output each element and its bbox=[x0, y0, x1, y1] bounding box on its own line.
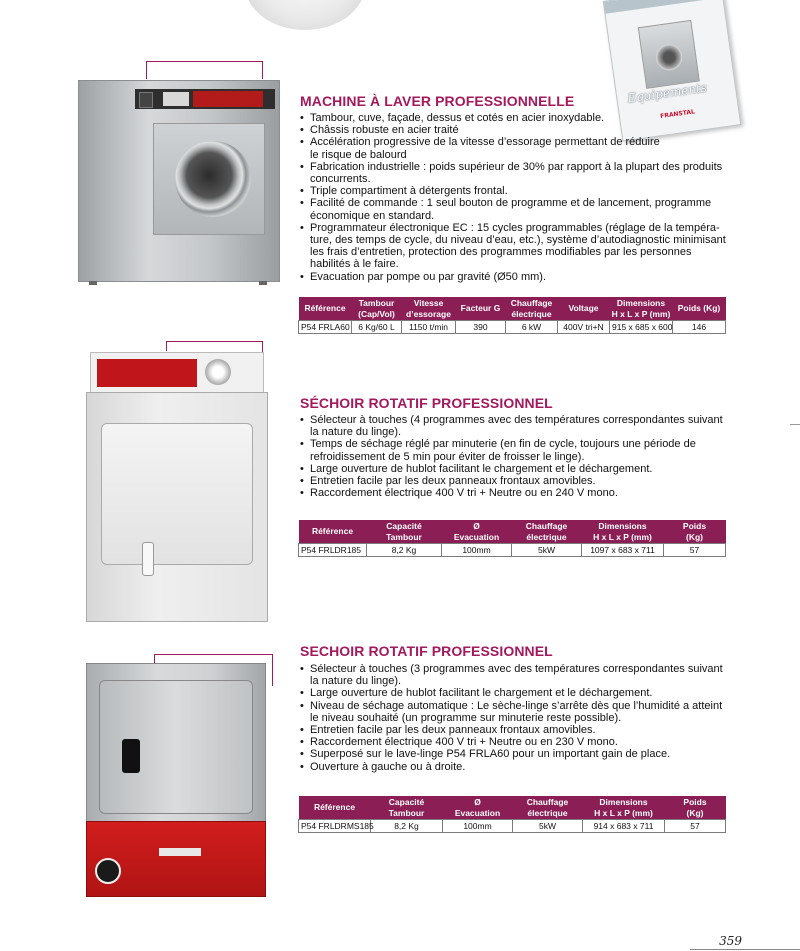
column-header: Capacité Tambour bbox=[371, 796, 443, 820]
list-item: • Raccordement électrique 400 V tri + Neutre ou en 230 V mono. bbox=[300, 736, 730, 748]
table-cell: P54 FRLA60 bbox=[299, 321, 352, 334]
section-title-stacked-dryer: SECHOIR ROTATIF PROFESSIONNEL bbox=[300, 643, 553, 659]
column-header: Ø Evacuation bbox=[442, 520, 512, 544]
column-header: Ø Evacuation bbox=[443, 796, 513, 820]
edge-mark bbox=[790, 424, 800, 425]
catalog-washer-image bbox=[638, 20, 700, 89]
table-cell: 100mm bbox=[443, 820, 513, 833]
table-row bbox=[299, 820, 726, 833]
page-number: 359 bbox=[719, 934, 742, 948]
table-cell: 57 bbox=[664, 544, 726, 557]
page-number-rule bbox=[690, 949, 800, 950]
column-header: Référence bbox=[299, 297, 352, 321]
spec-table-washer bbox=[298, 297, 726, 334]
table-cell: P54 FRLDRMS185 bbox=[299, 820, 371, 833]
column-header: Dimensions H x L x P (mm) bbox=[582, 520, 664, 544]
list-item: • Triple compartiment à détergents frontal. bbox=[300, 185, 730, 197]
table-row bbox=[299, 321, 726, 334]
list-item: • Large ouverture de hublot facilitant le chargement et le déchargement. bbox=[300, 687, 730, 699]
column-header: Chauffage électrique bbox=[513, 796, 583, 820]
column-header: Vitesse d’essorage bbox=[402, 297, 456, 321]
list-item: • Facilité de commande : 1 seul bouton de programme et de lancement, programme économique en standard. bbox=[300, 197, 730, 221]
table-cell: 914 x 683 x 711 bbox=[583, 820, 665, 833]
table-header-row bbox=[299, 297, 726, 321]
list-item: • Tambour, cuve, façade, dessus et cotés en acier inoxydable. bbox=[300, 112, 730, 124]
table-header-row bbox=[299, 520, 726, 544]
washing-machine-image bbox=[78, 80, 280, 282]
connector-line bbox=[166, 341, 262, 342]
list-item: • Entretien facile par les deux panneaux frontaux amovibles. bbox=[300, 475, 730, 487]
bullet-list-washer bbox=[300, 112, 730, 283]
column-header: Voltage bbox=[558, 297, 610, 321]
table-row bbox=[299, 544, 726, 557]
connector-line bbox=[262, 61, 263, 79]
bullet-list-stacked-dryer bbox=[300, 663, 730, 773]
column-header: Dimensions H x L x P (mm) bbox=[583, 796, 665, 820]
list-item: • Accélération progressive de la vitesse d’essorage permettant de réduire le risque de balourd bbox=[300, 136, 665, 160]
list-item: • Superposé sur le lave-linge P54 FRLA60 pour un important gain de place. bbox=[300, 748, 730, 760]
table-cell: 1097 x 683 x 711 bbox=[582, 544, 664, 557]
table-cell: 390 bbox=[456, 321, 506, 334]
section-title-washer: MACHINE À LAVER PROFESSIONNELLE bbox=[300, 93, 575, 109]
list-item: • Ouverture à gauche ou à droite. bbox=[300, 761, 730, 773]
list-item: • Entretien facile par les deux panneaux frontaux amovibles. bbox=[300, 724, 730, 736]
table-cell: 915 x 685 x 600 bbox=[610, 321, 673, 334]
column-header: Référence bbox=[299, 520, 367, 544]
list-item: • Sélecteur à touches (4 programmes avec des températures correspondantes suivant la nature du linge). bbox=[300, 414, 730, 438]
connector-line bbox=[146, 61, 262, 62]
column-header: Référence bbox=[299, 796, 371, 820]
list-item: • Châssis robuste en acier traité bbox=[300, 124, 730, 136]
stacked-dryer-image bbox=[86, 663, 264, 895]
list-item: • Niveau de séchage automatique : Le sèche-linge s’arrête dès que l’humidité a atteint le niveau souhaité (un programme sur minuterie reste possible). bbox=[300, 700, 730, 724]
column-header: Poids (Kg) bbox=[665, 796, 726, 820]
table-header-row bbox=[299, 796, 726, 820]
table-cell: 100mm bbox=[442, 544, 512, 557]
list-item: • Programmateur électronique EC : 15 cycles programmables (réglage de la tempéra-ture, des temps de cycle, du niveau d’eau, etc.), système d’autodiagnostic minimisant les frais d’entretien, protection des programmes modifiables par les personnes habilités à le faire. bbox=[300, 222, 730, 271]
column-header: Facteur G bbox=[456, 297, 506, 321]
spec-table-stacked-dryer bbox=[298, 796, 726, 833]
rotary-dryer-image bbox=[86, 352, 266, 620]
spec-table-dryer bbox=[298, 520, 726, 557]
table-cell: 57 bbox=[665, 820, 726, 833]
bullet-list-dryer bbox=[300, 414, 730, 499]
table-cell: 5kW bbox=[513, 820, 583, 833]
list-item: • Temps de séchage réglé par minuterie (en fin de cycle, toujours une période de refroidissement de 5 min pour éviter de froisser le linge). bbox=[300, 438, 730, 462]
catalog-brand: FRANSTAL bbox=[659, 108, 696, 121]
table-cell: 400V tri+N bbox=[558, 321, 610, 334]
table-cell: 6 kW bbox=[506, 321, 558, 334]
table-cell: 1150 t/min bbox=[402, 321, 456, 334]
table-cell: 8,2 Kg bbox=[367, 544, 442, 557]
list-item: • Large ouverture de hublot facilitant le chargement et le déchargement. bbox=[300, 463, 730, 475]
table-cell: 146 bbox=[673, 321, 726, 334]
column-header: Poids (Kg) bbox=[664, 520, 726, 544]
column-header: Chauffage électrique bbox=[506, 297, 558, 321]
column-header: Poids (Kg) bbox=[673, 297, 726, 321]
table-cell: P54 FRLDR185 bbox=[299, 544, 367, 557]
list-item: • Evacuation par pompe ou par gravité (Ø50 mm). bbox=[300, 271, 730, 283]
column-header: Chauffage électrique bbox=[512, 520, 582, 544]
list-item: • Fabrication industrielle : poids supérieur de 30% par rapport à la plupart des produits concurrents. bbox=[300, 161, 730, 185]
connector-line bbox=[166, 341, 167, 351]
column-header: Dimensions H x L x P (mm) bbox=[610, 297, 673, 321]
table-cell: 8,2 Kg bbox=[371, 820, 443, 833]
connector-line bbox=[146, 61, 147, 79]
connector-line bbox=[154, 654, 155, 663]
section-title-dryer: SÉCHOIR ROTATIF PROFESSIONNEL bbox=[300, 395, 553, 411]
connector-line bbox=[154, 654, 272, 655]
table-cell: 5kW bbox=[512, 544, 582, 557]
list-item: • Raccordement électrique 400 V tri + Neutre ou en 240 V mono. bbox=[300, 487, 730, 499]
column-header: Capacité Tambour bbox=[367, 520, 442, 544]
column-header: Tambour (Cap/Vol) bbox=[352, 297, 402, 321]
catalog-title: Equipements bbox=[626, 80, 708, 106]
decorative-circle bbox=[245, 0, 365, 30]
list-item: • Sélecteur à touches (3 programmes avec des températures correspondantes suivant la nature du linge). bbox=[300, 663, 730, 687]
table-cell: 6 Kg/60 L bbox=[352, 321, 402, 334]
connector-line bbox=[272, 654, 273, 686]
